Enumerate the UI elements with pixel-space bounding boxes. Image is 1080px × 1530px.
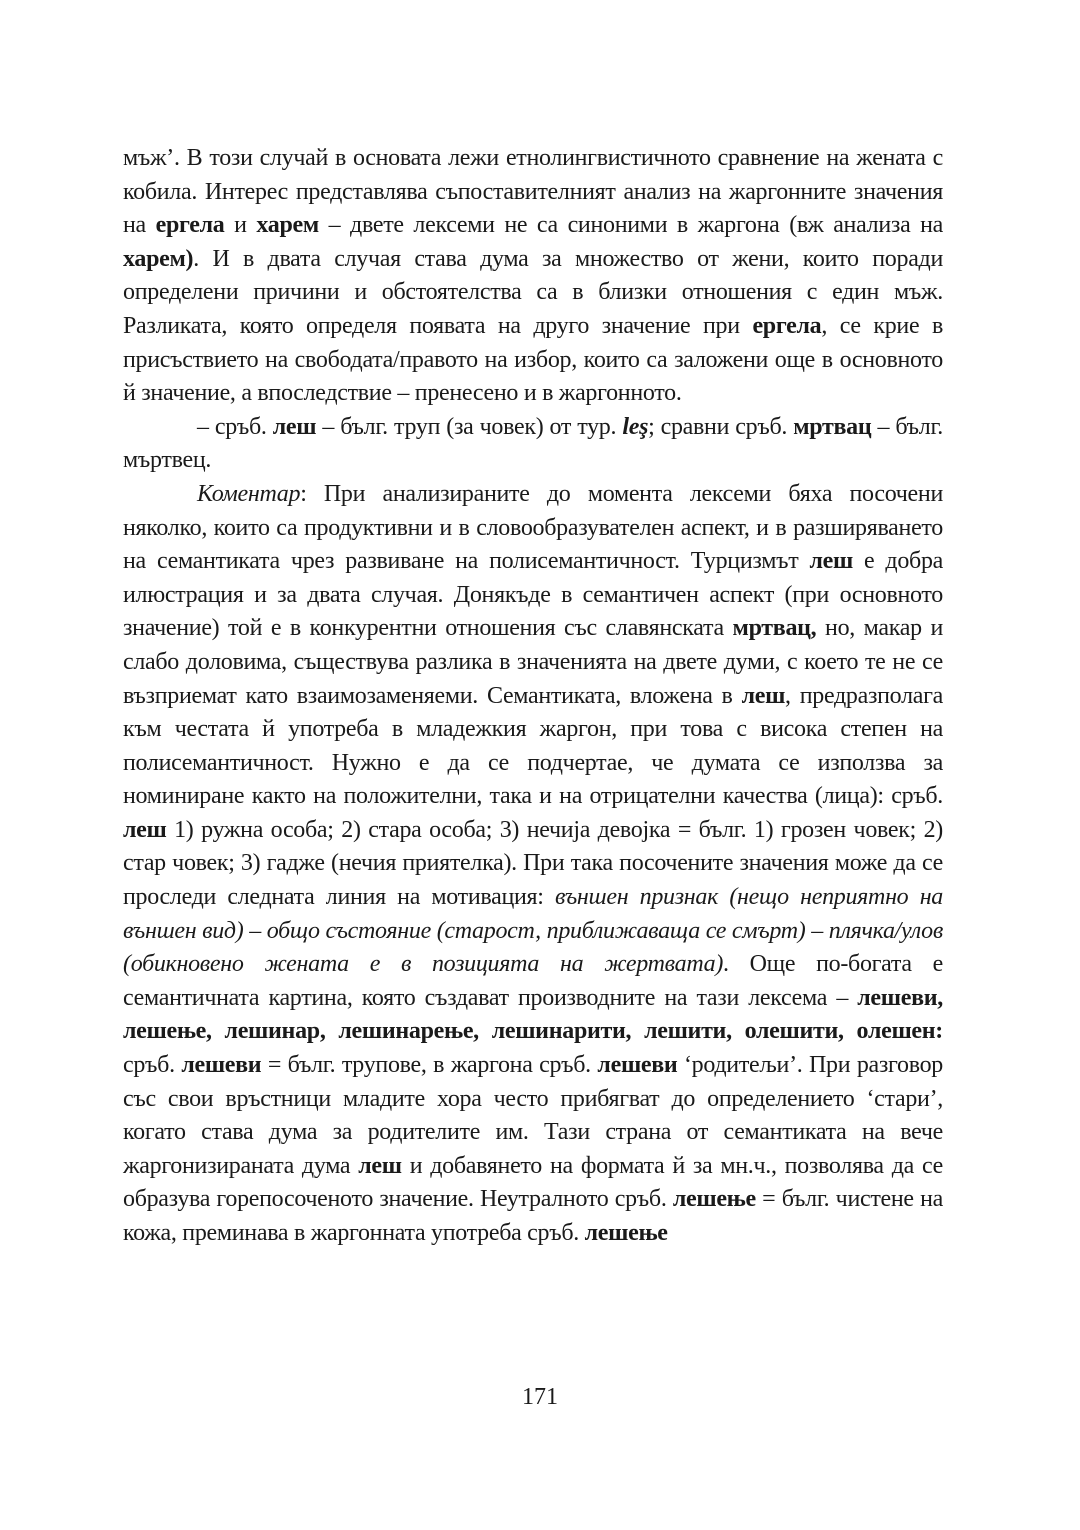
text-run: – сръб.	[197, 413, 273, 440]
text-run: : При анализираните до момента лексеми бяха посочени няколко, които са продуктивни и в словообразувателен аспект, и в разширяването на семантиката чрез развиване на полисемантичност. Турцизмът	[123, 480, 943, 575]
bold-term: леш	[358, 1152, 402, 1179]
bold-term: leş	[622, 413, 649, 440]
body-text	[123, 142, 943, 1251]
text-run: 1) ружна особа; 2) стара особа; 3) нечија девојка = бълг. 1) грозен човек; 2) стар човек; 3) гадже (нечия приятелка). При така посочените значения може да се проследи следната линия на мотивация:	[123, 816, 943, 911]
text-run: = бълг. чистене на кожа, преминава в жаргонната употреба сръб.	[123, 1186, 943, 1246]
paragraph-3	[123, 478, 943, 1251]
bold-term: харем	[256, 212, 319, 239]
text-run: и	[224, 212, 257, 239]
text-run: , се крие в присъствието на свободата/правото на избор, които са заложени още в основното й значение, а впоследствие – пренесено и в жаргонното.	[123, 312, 944, 407]
paragraph-2	[123, 411, 943, 478]
italic-text: външен признак (нещо неприятно на външен вид) – общо състояние (старост, приближаваща се смърт) – плячка/улов (обикновено жената е в позицията на жертвата)	[123, 884, 944, 978]
text-run: ‘родитељи’. При разговор със свои връстници младите хора често прибягват до определението ‘стари’, когато става дума за родителите им. Тази страна от семантиката на вече жаргонизираната дума	[123, 1052, 943, 1179]
bold-term: ергела	[752, 312, 822, 339]
text-run: – двете лексеми не са синоними в жаргона (вж анализа на	[318, 212, 943, 239]
bold-term: лешење	[672, 1186, 756, 1213]
text-run: . Още по-богата е семантичната картина, която създават производните на тази лексема –	[123, 951, 943, 1011]
bold-term: лешење	[584, 1220, 668, 1246]
text-run: ; сравни сръб.	[648, 413, 794, 440]
bold-term: леш	[123, 816, 167, 843]
text-run: – бълг. труп (за човек) от тур.	[316, 413, 623, 440]
text-run: но, макар и слабо доловима, съществува разлика в значенията на двете думи, с което те не се възприемат като взаимозаменяеми. Семантиката, вложена в	[123, 615, 944, 709]
text-run: е добра илюстрация и за двата случая. Донякъде в семантичен аспект (при основното значение) той е в конкурентни отношения със славянската	[123, 548, 943, 642]
paragraph-1	[123, 142, 943, 411]
bold-term: харем)	[123, 245, 194, 272]
bold-term: леш	[809, 548, 853, 575]
bold-term: леш	[741, 682, 786, 709]
text-run: и добавянето на формата й за мн.ч., позволява да се образува горепосоченото значение. Неутралното сръб.	[123, 1152, 943, 1213]
bold-term: ергела	[155, 212, 225, 239]
bold-term: мртвац	[793, 413, 872, 440]
bold-term: леш	[272, 413, 317, 440]
bold-term: лешеви, лешење, лешинар, лешинарење, лешинарити, лешити, олешити, олешен:	[123, 984, 943, 1045]
text-run: мъж’. В този случай в основата лежи етнолингвистичното сравнение на жената с кобила. Интерес представлява съпоставителният анализ на жаргонните значения на	[123, 145, 943, 239]
text-run: , предразполага към честата й употреба в младежкия жаргон, при това с висока степен на полисемантичност. Нужно е да се подчертае, че думата се използва за номиниране както на положителни, така и на отрицателни качества (лица): сръб.	[123, 682, 943, 810]
bold-term: лешеви	[181, 1052, 262, 1079]
page-number: 171	[522, 1384, 558, 1410]
text-run: = бълг. трупове, в жаргона сръб.	[261, 1052, 598, 1079]
bold-term: мртвац,	[732, 615, 817, 642]
bold-term: лешеви	[597, 1052, 678, 1079]
italic-text: Коментар	[197, 480, 301, 507]
text-run: . И в двата случая става дума за множество от жени, които поради определени причини и обстоятелства са в близки отношения с един мъж. Разликата, която определя появата на друго значение при	[123, 245, 943, 339]
text-run: сръб.	[123, 1052, 182, 1079]
text-run: – бълг. мъртвец.	[123, 413, 943, 474]
